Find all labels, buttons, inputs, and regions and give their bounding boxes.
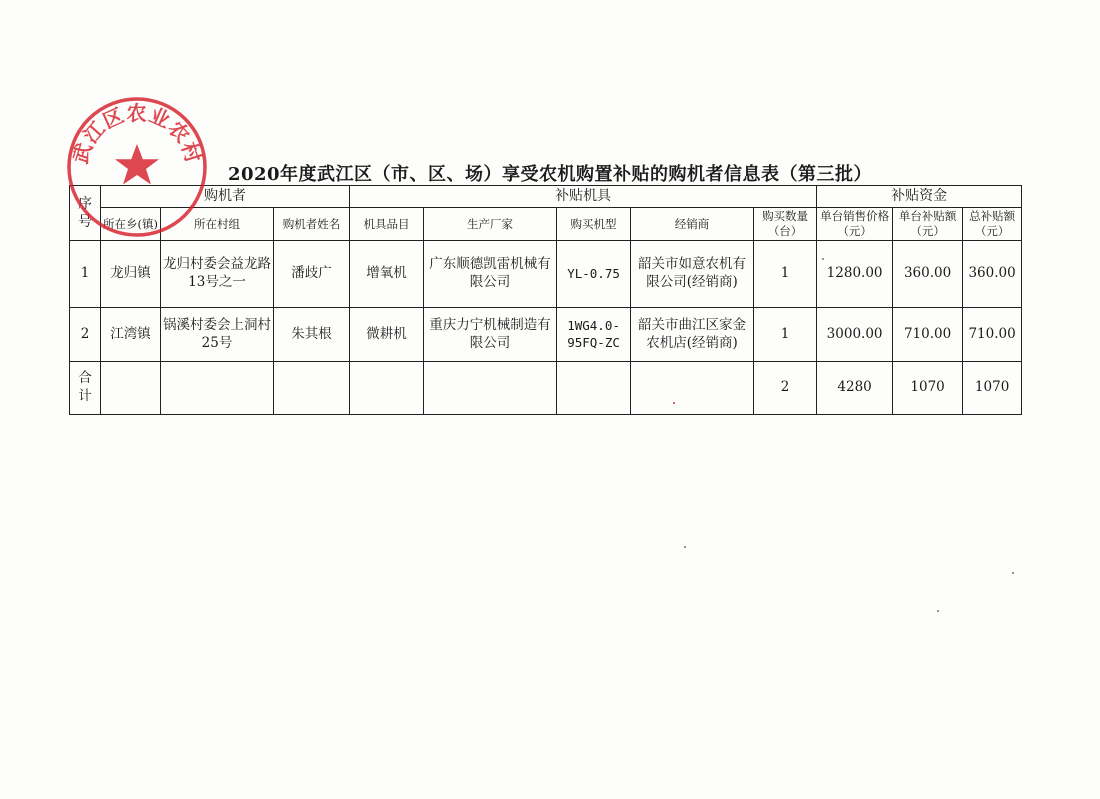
unit-subsidy-header: 单台补贴额（元）: [893, 208, 963, 241]
unit-subsidy-cell: 710.00: [893, 308, 963, 362]
buyer-group-header: 购机者: [101, 186, 350, 208]
empty-cell: [274, 362, 350, 415]
qty-header: 购买数量（台）: [754, 208, 817, 241]
total-subsidy-cell: 710.00: [963, 308, 1022, 362]
total-subsidy-cell: 1070: [963, 362, 1022, 415]
machine-group-header: 补贴机具: [350, 186, 817, 208]
group-header-row: [70, 186, 1022, 208]
scan-speck: [937, 610, 939, 612]
dealer-cell: 韶关市曲江区家金农机店(经销商): [631, 308, 754, 362]
seq-header: 序号: [70, 186, 101, 241]
village-header: 所在村组: [161, 208, 274, 241]
funds-group-header: 补贴资金: [817, 186, 1022, 208]
subsidy-table: [69, 185, 1022, 415]
scan-speck: [822, 258, 824, 260]
total-subsidy-header: 总补贴额（元）: [963, 208, 1022, 241]
price-cell: 1280.00: [817, 241, 893, 308]
name-cell: 潘歧广: [274, 241, 350, 308]
total-label: 合计: [70, 362, 101, 415]
model-cell: YL-0.75: [557, 241, 631, 308]
svg-text:武江区农业农村: 武江区农业农村: [68, 100, 206, 167]
total-qty-cell: 2: [754, 362, 817, 415]
unit-subsidy-cell: 360.00: [893, 241, 963, 308]
maker-cell: 重庆力宁机械制造有限公司: [424, 308, 557, 362]
qty-cell: 1: [754, 241, 817, 308]
town-cell: 江湾镇: [101, 308, 161, 362]
table-row: [70, 241, 1022, 308]
item-cell: 增氧机: [350, 241, 424, 308]
empty-cell: [631, 362, 754, 415]
maker-header: 生产厂家: [424, 208, 557, 241]
town-cell: 龙归镇: [101, 241, 161, 308]
total-subsidy-cell: 360.00: [963, 241, 1022, 308]
scan-speck: [1012, 572, 1014, 574]
maker-cell: 广东顺德凯雷机械有限公司: [424, 241, 557, 308]
empty-cell: [557, 362, 631, 415]
table-row: [70, 308, 1022, 362]
total-price-cell: 4280: [817, 362, 893, 415]
empty-cell: [101, 362, 161, 415]
price-header: 单台销售价格（元）: [817, 208, 893, 241]
scan-speck: [684, 546, 686, 548]
empty-cell: [161, 362, 274, 415]
empty-cell: [424, 362, 557, 415]
page-title: 2020年度武江区（市、区、场）享受农机购置补贴的购机者信息表（第三批）: [227, 164, 873, 185]
village-cell: 龙归村委会益龙路13号之一: [161, 241, 274, 308]
qty-cell: 1: [754, 308, 817, 362]
dealer-cell: 韶关市如意农机有限公司(经销商): [631, 241, 754, 308]
town-header: 所在乡(镇): [101, 208, 161, 241]
name-header: 购机者姓名: [274, 208, 350, 241]
item-header: 机具品目: [350, 208, 424, 241]
empty-cell: [350, 362, 424, 415]
seq-cell: 2: [70, 308, 101, 362]
model-header: 购买机型: [557, 208, 631, 241]
seq-cell: 1: [70, 241, 101, 308]
price-cell: 3000.00: [817, 308, 893, 362]
village-cell: 锅溪村委会上洞村25号: [161, 308, 274, 362]
dealer-header: 经销商: [631, 208, 754, 241]
column-header-row: [70, 208, 1022, 241]
total-unit-subsidy-cell: 1070: [893, 362, 963, 415]
item-cell: 微耕机: [350, 308, 424, 362]
name-cell: 朱其根: [274, 308, 350, 362]
scan-speck: [673, 402, 675, 404]
total-row: [70, 362, 1022, 415]
model-cell: 1WG4.0-95FQ-ZC: [557, 308, 631, 362]
